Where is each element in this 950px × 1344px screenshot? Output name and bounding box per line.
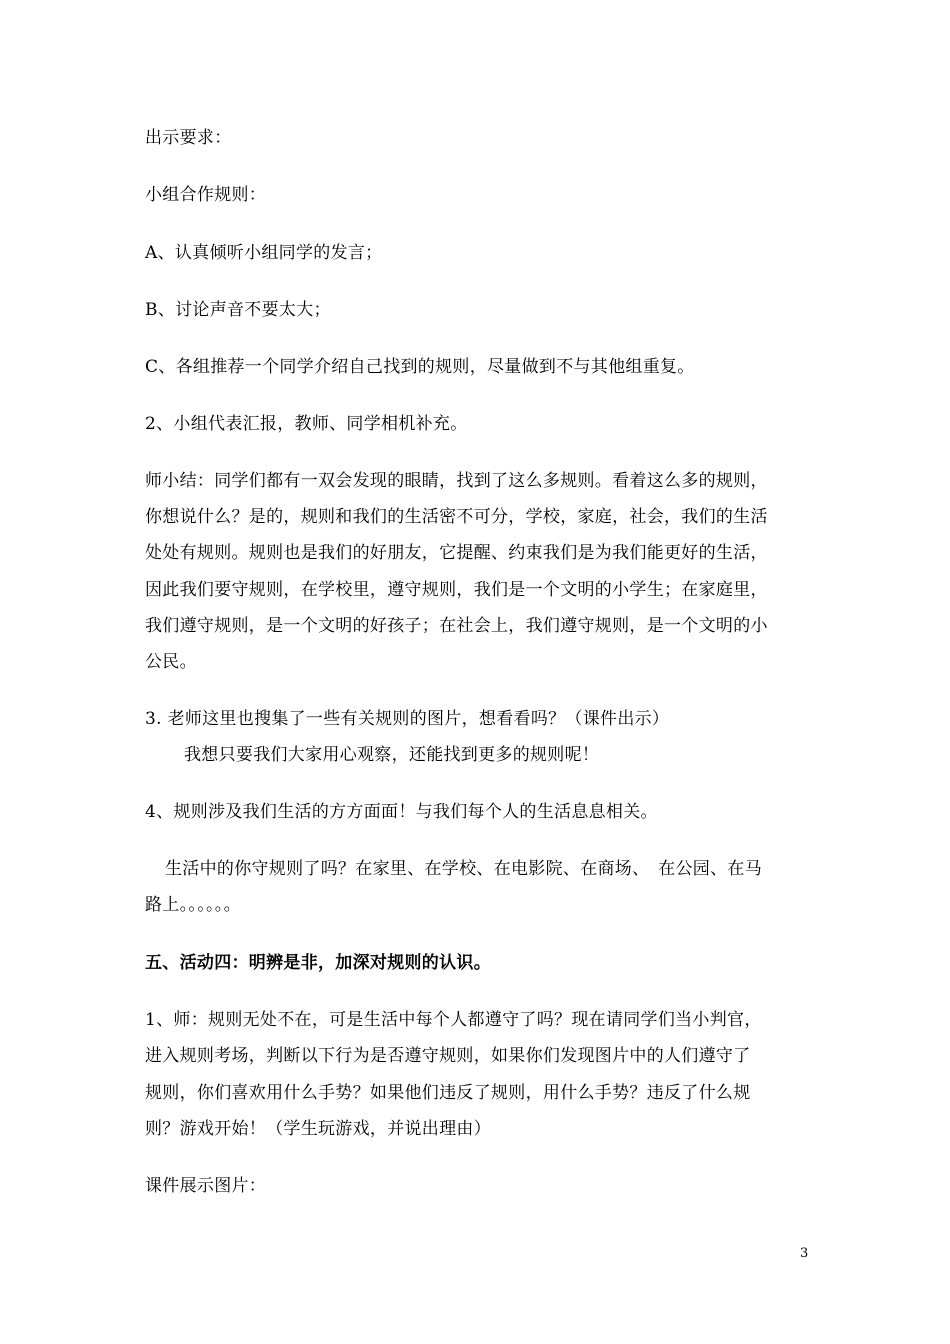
text-line: 因此我们要守规则，在学校里，遵守规则，我们是一个文明的小学生；在家庭里， xyxy=(145,580,768,600)
text-line: 你想说什么？是的，规则和我们的生活密不可分，学校，家庭，社会，我们的生活 xyxy=(145,507,768,527)
text-line: 4、规则涉及我们生活的方方面面！与我们每个人的生活息息相关。 xyxy=(145,802,658,822)
text-line: 公民。 xyxy=(145,652,197,672)
text-line: B、讨论声音不要太大； xyxy=(145,300,331,320)
text-line: 规则，你们喜欢用什么手势？如果他们违反了规则，用什么手势？违反了什么规 xyxy=(145,1083,751,1103)
text-line: 3. 老师这里也搜集了一些有关规则的图片，想看看吗？（课件出示） xyxy=(145,709,670,729)
text-line: 处处有规则。规则也是我们的好朋友，它提醒、约束我们是为我们能更好的生活， xyxy=(145,543,768,563)
text-line: A、认真倾听小组同学的发言； xyxy=(145,243,383,263)
text-line: 生活中的你守规则了吗？在家里、在学校、在电影院、在商场、 在公园、在马 xyxy=(165,859,762,879)
section-heading: 五、活动四：明辨是非，加深对规则的认识。 xyxy=(145,953,491,973)
text-line: 则？游戏开始！（学生玩游戏，并说出理由） xyxy=(145,1119,491,1139)
text-line: 出示要求： xyxy=(145,128,232,148)
text-line: 小组合作规则： xyxy=(145,185,267,205)
text-line: 课件展示图片： xyxy=(145,1176,267,1196)
text-line: C、各组推荐一个同学介绍自己找到的规则，尽量做到不与其他组重复。 xyxy=(145,357,695,377)
text-line: 师小结：同学们都有一双会发现的眼睛，找到了这么多规则。看着这么多的规则， xyxy=(145,471,768,491)
text-line: 2、小组代表汇报，教师、同学相机补充。 xyxy=(145,414,468,434)
text-line: 我们遵守规则，是一个文明的好孩子；在社会上，我们遵守规则，是一个文明的小 xyxy=(145,616,768,636)
page-number: 3 xyxy=(800,1246,809,1261)
text-line: 我想只要我们大家用心观察，还能找到更多的规则呢！ xyxy=(184,745,600,765)
text-line: 路上。。。。。。 xyxy=(145,895,241,915)
text-line: 进入规则考场，判断以下行为是否遵守规则，如果你们发现图片中的人们遵守了 xyxy=(145,1046,751,1066)
text-line: 1、师：规则无处不在，可是生活中每个人都遵守了吗？现在请同学们当小判官， xyxy=(145,1010,762,1030)
